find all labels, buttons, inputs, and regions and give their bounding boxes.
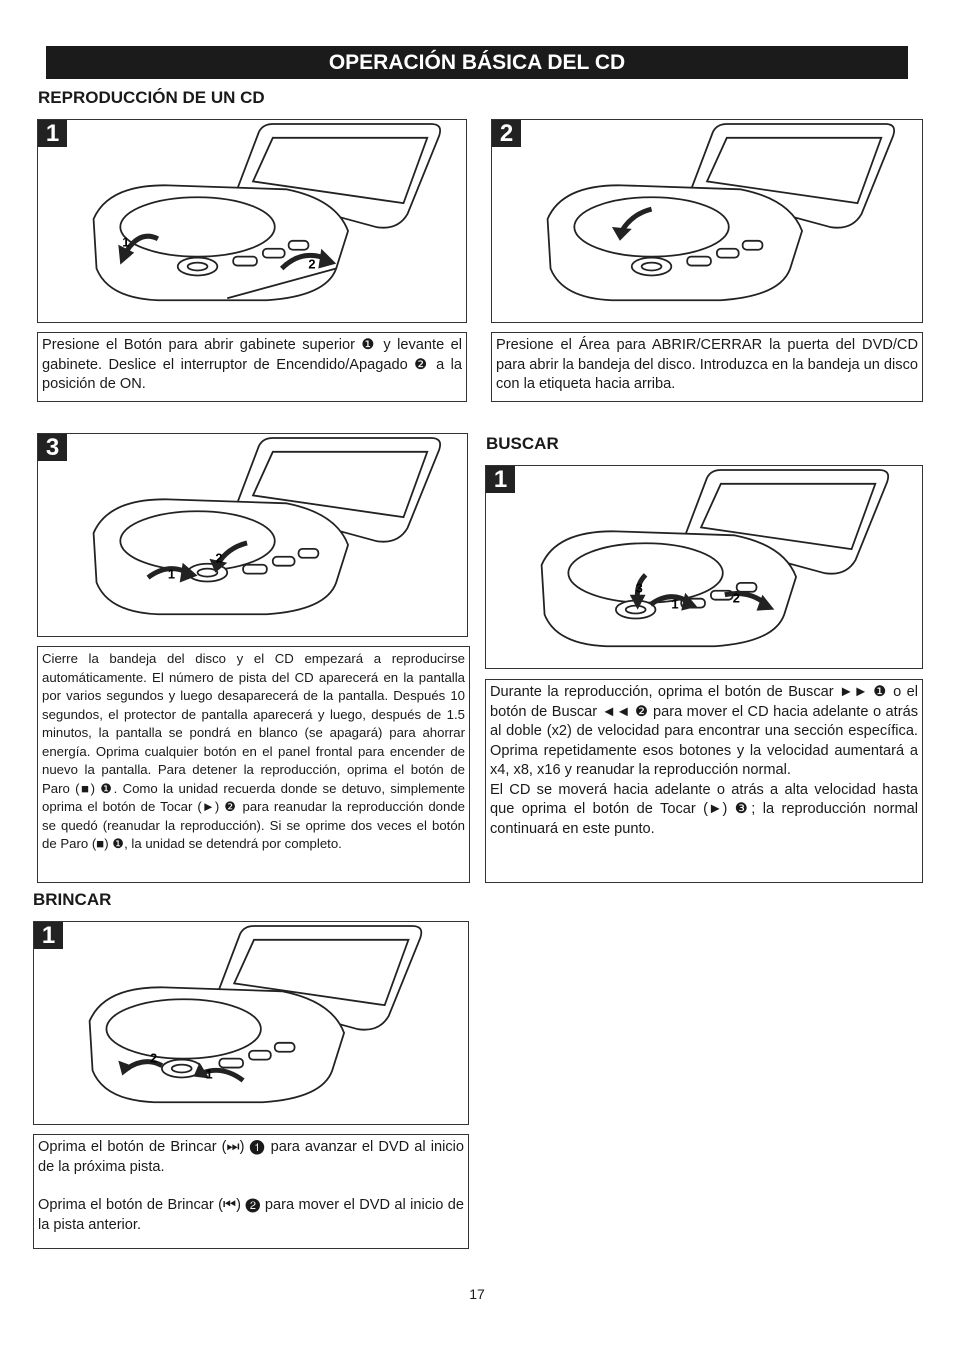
callout-1: 1	[167, 566, 175, 582]
dvd-player-illustration	[34, 922, 468, 1124]
callout-2: 2	[308, 256, 316, 272]
dvd-player-illustration	[38, 434, 467, 636]
step-number: 3	[38, 434, 67, 461]
step-number: 1	[34, 922, 63, 949]
caption-search-1	[485, 679, 923, 883]
callout-2: 2	[215, 550, 223, 566]
caption-text: Oprima el botón de Brincar (⏭) ❶ para avanzar el DVD al inicio de la próxima pista.	[38, 1139, 464, 1175]
caption-text: Oprima el botón de Brincar (⏮) ❷ para mover el DVD al inicio de la pista anterior.	[38, 1197, 464, 1233]
caption-play-3	[37, 646, 470, 883]
dvd-player-illustration	[492, 120, 922, 322]
step-number: 1	[38, 120, 67, 147]
dvd-player-illustration	[486, 466, 922, 668]
caption-skip-1	[33, 1134, 469, 1249]
illustration-play-3	[37, 433, 468, 637]
caption-play-2	[491, 332, 923, 402]
caption-text: Presione el Área para ABRIR/CERRAR la puerta del DVD/CD para abrir la bandeja del disco. Introduzca en la bandeja un disco con la etiqueta hacia arriba.	[496, 337, 918, 392]
illustration-search-1	[485, 465, 923, 669]
caption-play-1	[37, 332, 467, 402]
callout-3: 3	[635, 580, 643, 596]
caption-text: Presione el Botón para abrir gabinete superior ❶ y levante el gabinete. Deslice el interruptor de Encendido/Apagado ❷ a la posición de ON.	[42, 337, 462, 392]
callout-2: 2	[150, 1050, 158, 1066]
illustration-play-1	[37, 119, 467, 323]
page-title: OPERACIÓN BÁSICA DEL CD	[46, 46, 908, 79]
illustration-skip-1	[33, 921, 469, 1125]
section-heading-play: REPRODUCCIÓN DE UN CD	[38, 88, 265, 107]
section-heading-skip: BRINCAR	[33, 890, 112, 909]
step-number: 2	[492, 120, 521, 147]
callout-1: 1	[671, 596, 679, 612]
section-heading-search: BUSCAR	[486, 434, 559, 453]
caption-text: Durante la reproducción, oprima el botón de Buscar ►► ❶ o el botón de Buscar ◄◄ ❷ para mover el CD hacia adelante o atrás al doble (x2) de velocidad para encontrar una sección específica. Oprima repetidamente esos botones y la velocidad aumentará a x4, x8, x16 y reanudar la reproducción normal.	[490, 684, 918, 778]
callout-2: 2	[732, 590, 740, 606]
callout-1: 1	[122, 234, 130, 250]
step-number: 1	[486, 466, 515, 493]
caption-text: El CD se moverá hacia adelante o atrás a alta velocidad hasta que oprima el botón de Tocar (►) ❸; la reproducción normal continuará en este punto.	[490, 781, 918, 837]
callout-1: 1	[205, 1066, 213, 1082]
caption-text: Cierre la bandeja del disco y el CD empezará a reproducirse automáticamente. El número de pista del CD aparecerá en la pantalla por varios segundos y luego desaparecerá de la pantalla. Después 10 segundos, el protector de pantalla aparecerá y luego, después de 1.5 minutos, la pantalla se pondrá en blanco (se apagará) para ahorrar energía. Oprima cualquier botón en el panel frontal para encender de nuevo la pantalla. Para detener la reproducción, oprima el botón de Paro (■) ❶. Como la unidad recuerda donde se detuvo, simplemente oprima el botón de Tocar (►) ❷ para reanudar la reproducción donde se quedó (reanudar la reproducción). Si se oprime dos veces el botón de Paro (■) ❶, la unidad se detendrá por completo.	[42, 651, 465, 851]
dvd-player-illustration	[38, 120, 466, 322]
page-number: 17	[469, 1286, 485, 1302]
illustration-play-2	[491, 119, 923, 323]
